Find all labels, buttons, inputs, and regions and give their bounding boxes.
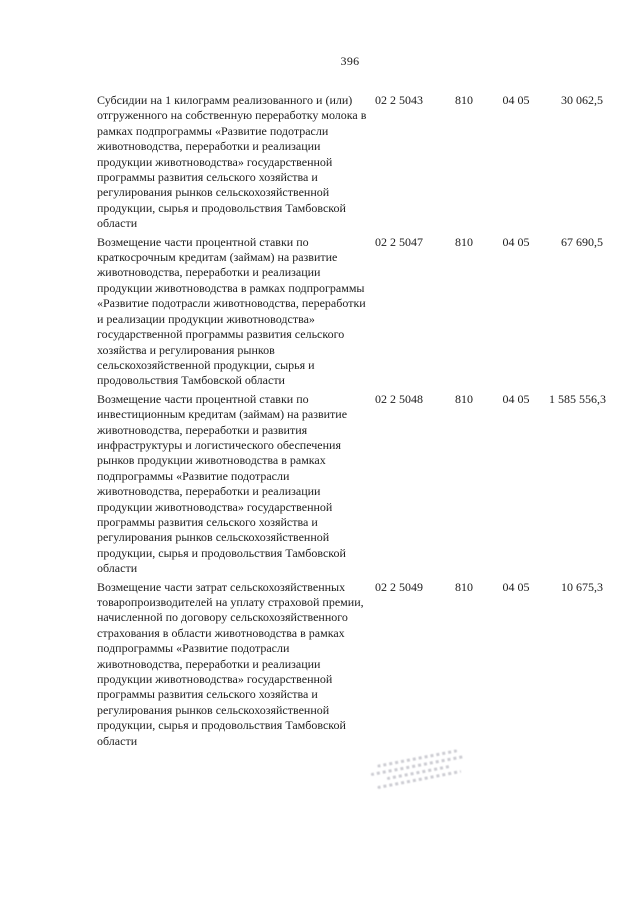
faint-stamp-mark <box>369 743 480 808</box>
section-code: 04 05 <box>502 234 530 249</box>
section-code: 04 05 <box>502 579 530 594</box>
page-content <box>97 54 606 752</box>
row-amount: 30 062,5 <box>561 93 603 107</box>
row-amount: 1 585 556,3 <box>549 391 606 406</box>
table-row <box>97 391 606 577</box>
row-description: Возмещение части процентной ставки по инвестиционным кредитам (займам) на развитие животноводства, переработки и развития инфраструктуры и логистического обеспечения рынков продукции животноводства в рамках подпрограммы «Развитие подотрасли животноводства, переработки и реализации продукции животноводства» государственной программы развития сельского хозяйства и регулирования рынков сельскохозяйственной продукции, сырья и продовольствия Тамбовской области <box>97 391 348 576</box>
section-code: 04 05 <box>502 93 530 107</box>
expense-type-code: 810 <box>455 234 473 249</box>
row-amount: 67 690,5 <box>561 234 603 249</box>
expense-type-code: 810 <box>455 391 473 406</box>
table-row <box>97 93 603 232</box>
stamp-scribble-line <box>371 755 465 776</box>
row-description: Возмещение части процентной ставки по краткосрочным кредитам (займам) на развитие животноводства, переработки и реализации продукции животноводства в рамках подпрограммы «Развитие подотрасли животноводства, переработки и реализации продукции животноводства» государственной программы развития сельского хозяйства и регулирования рынков сельскохозяйственной продукции, сырья и продовольствия Тамбовской области <box>97 234 366 388</box>
stamp-scribble-line <box>386 765 452 781</box>
row-amount: 10 675,3 <box>561 579 603 594</box>
section-code: 04 05 <box>502 391 530 406</box>
row-description: Возмещение части затрат сельскохозяйственных товаропроизводителей на уплату страховой премии, начисленной по договору сельскохозяйственного страхования в области животноводства в рамках подпрограммы «Развитие подотрасли животноводства, переработки и реализации продукции животноводства» государственной программы развития сельского хозяйства и регулирования рынков сельскохозяйственной продукции, сырья и продовольствия Тамбовской области <box>97 579 364 748</box>
row-description: Субсидии на 1 килограмм реализованного и (или) отгруженного на собственную переработку молока в рамках подпрограммы «Развитие подотрасли животноводства, переработки и реализации продукции животноводства» государственной программы развития сельского хозяйства и регулирования рынков сельскохозяйственной продукции, сырья и продовольствия Тамбовской области <box>97 93 367 231</box>
target-item-code: 02 2 5048 <box>375 391 423 406</box>
target-item-code: 02 2 5047 <box>375 234 423 249</box>
expense-type-code: 810 <box>455 579 473 594</box>
target-item-code: 02 2 5049 <box>375 579 423 594</box>
page-number: 396 <box>340 54 360 68</box>
stamp-scribble-line <box>377 770 461 789</box>
expense-type-code: 810 <box>455 93 473 107</box>
table-row <box>97 580 603 749</box>
table-row <box>97 235 603 389</box>
target-item-code: 02 2 5043 <box>375 93 423 107</box>
